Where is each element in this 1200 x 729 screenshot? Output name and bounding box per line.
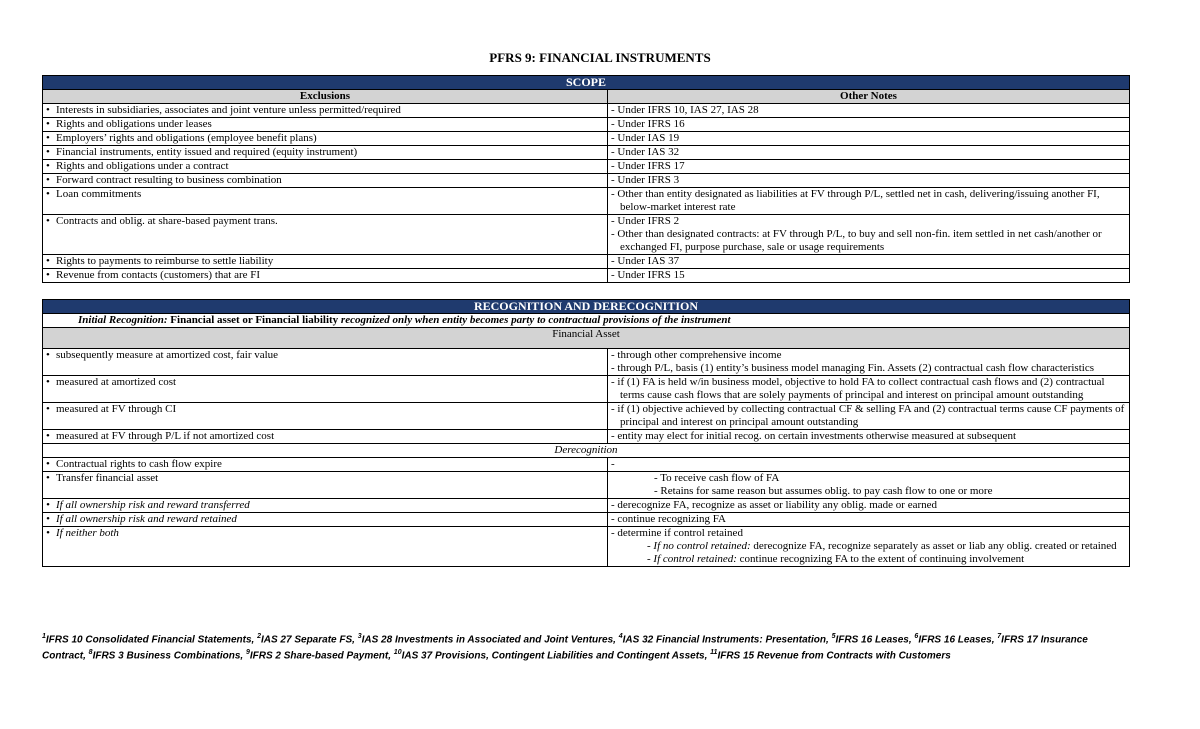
exclusion-cell	[43, 132, 608, 146]
note-item: - Under IAS 37	[611, 255, 680, 267]
de-left-cell	[43, 527, 608, 567]
table-row	[43, 215, 1130, 255]
footnote-text: IAS 28 Investments in Associated and Joint Ventures,	[361, 634, 619, 646]
derecognition-rows	[43, 458, 1130, 567]
footnote-number: 3	[357, 633, 362, 640]
de-right-cell	[608, 499, 1130, 513]
notes-cell	[608, 160, 1130, 174]
notes-cell	[608, 132, 1130, 146]
exclusion-text: • Revenue from contacts (customers) that are FI	[46, 269, 260, 281]
footnote-number: 6	[914, 633, 919, 640]
footnote-number: 8	[88, 649, 93, 657]
note-item: - Under IFRS 15	[611, 269, 685, 281]
fa-left-cell	[43, 349, 608, 376]
de-sub-text: derecognize FA, recognize separately as asset or liab any oblig. created or retained	[753, 540, 1117, 552]
note-item: - Under IAS 32	[611, 146, 680, 158]
footnote-text: IAS 32 Financial Instruments: Presentation,	[622, 634, 832, 646]
de-sub-label: If control retained:	[653, 553, 737, 565]
de-right-cell	[608, 527, 1130, 567]
fa-left-text: • measured at amortized cost	[46, 376, 176, 388]
recognition-table	[42, 299, 1130, 567]
exclusion-cell	[43, 174, 608, 188]
exclusion-cell	[43, 104, 608, 118]
fa-left-cell	[43, 403, 608, 430]
exclusion-cell	[43, 118, 608, 132]
de-left-cell	[43, 499, 608, 513]
table-row	[43, 269, 1130, 283]
note-item: - Under IFRS 3	[611, 174, 680, 186]
initial-recognition-label: Initial Recognition:	[78, 314, 168, 326]
scope-table	[42, 75, 1130, 283]
table-row	[43, 349, 1130, 376]
footnote-number: 11	[710, 649, 718, 657]
financial-asset-rows	[43, 349, 1130, 444]
fa-right-cell	[608, 403, 1130, 430]
de-sub-text: continue recognizing FA to the extent of continuing involvement	[739, 553, 1025, 565]
de-sub-item: - If control retained: continue recognizing FA to the extent of continuing involvement	[647, 553, 1025, 565]
notes-cell	[608, 188, 1130, 215]
de-right-cell	[608, 458, 1130, 472]
footnote-text: IFRS 16 Leases,	[835, 634, 915, 646]
table-row	[43, 255, 1130, 269]
note-item: - Other than designated contracts: at FV through P/L, to buy and sell non-fin. item settled in net cash/another or exchanged FI, purpose purchase, sale or usage requirements	[611, 228, 1102, 253]
table-row	[43, 118, 1130, 132]
fa-left-cell	[43, 430, 608, 444]
exclusion-cell	[43, 269, 608, 283]
de-left-cell	[43, 513, 608, 527]
note-item: - Under IFRS 2	[611, 215, 680, 227]
table-row	[43, 376, 1130, 403]
de-right-text: - continue recognizing FA	[611, 513, 726, 525]
table-row	[43, 188, 1130, 215]
notes-cell	[608, 146, 1130, 160]
table-row	[43, 499, 1130, 513]
footnote-text: IAS 27 Separate FS,	[260, 634, 358, 646]
table-row	[43, 132, 1130, 146]
fa-left-text: • measured at FV through P/L if not amortized cost	[46, 430, 274, 442]
note-item: - Other than entity designated as liabilities at FV through P/L, settled net in cash, delivering/issuing another FI, below-market interest rate	[611, 188, 1100, 213]
fa-left-text: • measured at FV through CI	[46, 403, 176, 415]
recognition-band: RECOGNITION AND DERECOGNITION	[43, 300, 1130, 314]
scope-rows	[43, 104, 1130, 283]
exclusion-text: • Employers’ rights and obligations (employee benefit plans)	[46, 132, 317, 144]
notes-cell	[608, 174, 1130, 188]
table-row	[43, 472, 1130, 499]
exclusions-header: Exclusions	[43, 90, 608, 104]
de-right-text: - Retains for same reason but assumes oblig. to pay cash flow to one or more	[654, 485, 993, 497]
de-right-text: - determine if control retained	[611, 527, 743, 539]
notes-cell	[608, 215, 1130, 255]
exclusion-cell	[43, 146, 608, 160]
footnote-number: 4	[618, 633, 623, 640]
fa-left-text: • subsequently measure at amortized cost, fair value	[46, 349, 278, 361]
footnotes	[42, 630, 1132, 663]
table-row	[43, 527, 1130, 567]
exclusion-text: • Forward contract resulting to business combination	[46, 174, 282, 186]
note-item: - Under IFRS 10, IAS 27, IAS 28	[611, 104, 759, 116]
fa-left-cell	[43, 376, 608, 403]
fa-right-cell	[608, 349, 1130, 376]
footnote-number: 10	[393, 649, 402, 657]
de-right-cell	[608, 472, 1130, 499]
de-right-text: - To receive cash flow of FA	[654, 472, 780, 484]
footnote-number: 2	[257, 633, 261, 640]
fa-right-text: - through other comprehensive income	[611, 349, 782, 361]
initial-recognition-bold: Financial asset or Financial liability	[170, 314, 339, 326]
footnote-text: IFRS 16 Leases,	[918, 634, 998, 646]
table-row	[43, 104, 1130, 118]
exclusion-cell	[43, 160, 608, 174]
note-item: - Under IFRS 16	[611, 118, 685, 130]
table-row	[43, 458, 1130, 472]
notes-cell	[608, 255, 1130, 269]
de-left-text: • Transfer financial asset	[46, 472, 158, 484]
footnote-text: IFRS 15 Revenue from Contracts with Customers	[717, 650, 951, 662]
fa-right-cell	[608, 430, 1130, 444]
notes-cell	[608, 269, 1130, 283]
de-left-cell	[43, 472, 608, 499]
de-right-cell	[608, 513, 1130, 527]
footnote-text: IFRS 2 Share-based Payment,	[249, 650, 394, 662]
notes-cell	[608, 118, 1130, 132]
footnote-text: IFRS 3 Business Combinations,	[92, 650, 246, 662]
table-row	[43, 160, 1130, 174]
notes-cell	[608, 104, 1130, 118]
table-row	[43, 146, 1130, 160]
other-notes-header: Other Notes	[608, 90, 1130, 104]
footnote-text: IFRS 17 Insurance Contract,	[42, 634, 1088, 662]
footnote-number: 7	[997, 633, 1002, 640]
footnote-number: 9	[245, 649, 250, 657]
de-right-text: -	[611, 458, 615, 470]
de-left-cell	[43, 458, 608, 472]
de-left-text: • Contractual rights to cash flow expire	[46, 458, 222, 470]
fa-right-text: - if (1) objective achieved by collecting contractual CF & selling FA and (2) contractual terms cause CF payments of principal and interest on principal amount outstanding	[611, 403, 1125, 428]
exclusion-text: • Financial instruments, entity issued and required (equity instrument)	[46, 146, 357, 158]
de-left-text: • If all ownership risk and reward transferred	[46, 499, 250, 511]
note-item: - Under IFRS 17	[611, 160, 685, 172]
fa-right-text: - entity may elect for initial recog. on certain investments otherwise measured at subsequent	[611, 430, 1017, 442]
table-row	[43, 403, 1130, 430]
fa-right-cell	[608, 376, 1130, 403]
de-sub-item: - If no control retained: derecognize FA, recognize separately as asset or liab any oblig. created or retained	[647, 540, 1117, 552]
derecognition-header: Derecognition	[43, 444, 1130, 458]
scope-band: SCOPE	[43, 76, 1130, 90]
exclusion-cell	[43, 188, 608, 215]
exclusion-text: • Interests in subsidiaries, associates and joint venture unless permitted/required	[46, 104, 401, 116]
de-sub-label: If no control retained:	[653, 540, 751, 552]
exclusion-text: • Rights to payments to reimburse to settle liability	[46, 255, 273, 267]
exclusion-text: • Rights and obligations under leases	[46, 118, 212, 130]
de-left-text: • If all ownership risk and reward retained	[46, 513, 237, 525]
de-left-text: • If neither both	[46, 527, 119, 539]
exclusion-cell	[43, 255, 608, 269]
table-row	[43, 513, 1130, 527]
exclusion-text: • Contracts and oblig. at share-based payment trans.	[46, 215, 278, 227]
page-title: PFRS 9: FINANCIAL INSTRUMENTS	[489, 50, 711, 65]
initial-recognition	[43, 314, 1130, 328]
exclusion-text: • Loan commitments	[46, 188, 141, 200]
fa-right-text: - if (1) FA is held w/in business model, objective to hold FA to collect contractual cash flows and (2) contractual terms cause cash flows that are solely payments of principal and interest on principal amount outstanding	[611, 376, 1105, 401]
table-row	[43, 430, 1130, 444]
de-right-text: - derecognize FA, recognize as asset or liability any oblig. made or earned	[611, 499, 938, 511]
exclusion-text: • Rights and obligations under a contract	[46, 160, 229, 172]
table-row	[43, 174, 1130, 188]
footnote-text: IFRS 10 Consolidated Financial Statements,	[45, 634, 258, 646]
footnote-number: 5	[831, 633, 836, 640]
note-item: - Under IAS 19	[611, 132, 680, 144]
footnote-number: 1	[42, 633, 46, 640]
initial-recognition-italic: recognized only when entity becomes party to contractual provisions of the instrument	[340, 314, 731, 326]
financial-asset-header: Financial Asset	[43, 328, 1130, 349]
fa-right-text: - through P/L, basis (1) entity’s business model managing Fin. Assets (2) contractual cash flow characteristics	[611, 362, 1094, 374]
footnote-text: IAS 37 Provisions, Contingent Liabilities and Contingent Assets,	[401, 650, 711, 662]
exclusion-cell	[43, 215, 608, 255]
